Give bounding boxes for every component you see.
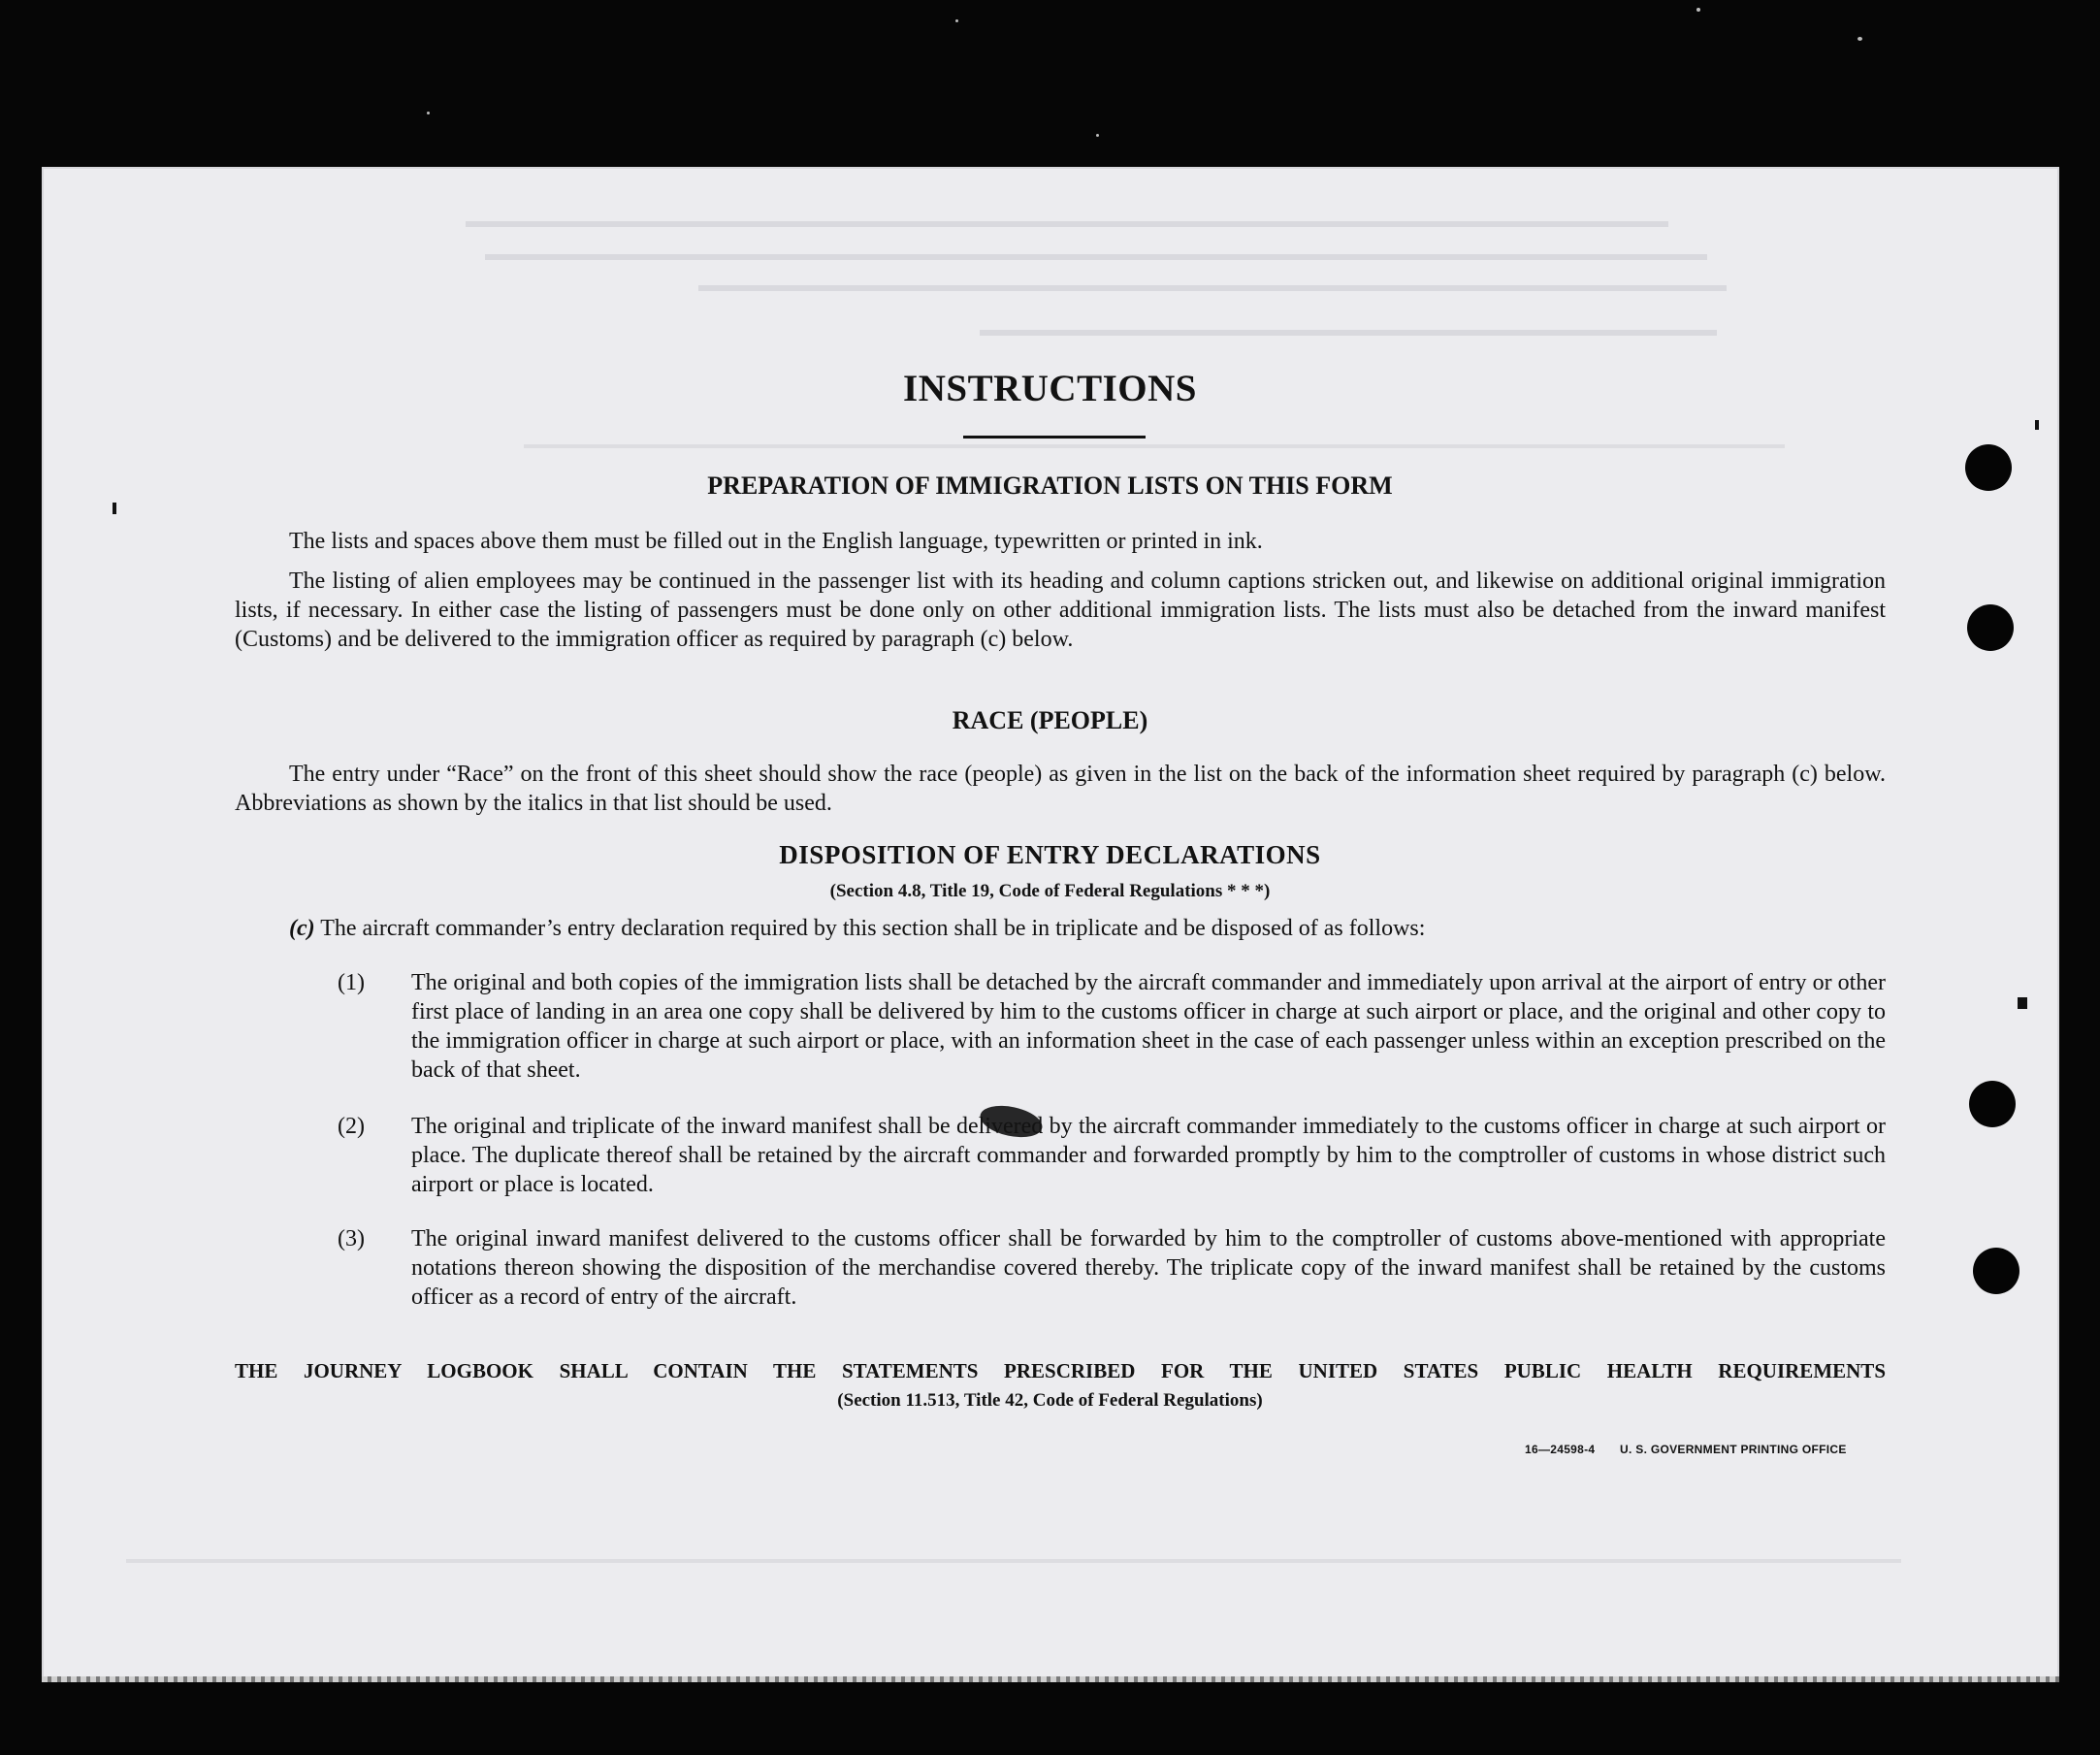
scan-speck — [427, 112, 430, 114]
disposition-citation: (Section 4.8, Title 19, Code of Federal Regulations * * *) — [829, 881, 1271, 901]
paragraph-c-text: The aircraft commander’s entry declaration required by this section shall be in triplicate and be disposed of as follows: — [320, 916, 1426, 941]
disposition-item — [338, 1224, 1886, 1312]
logbook-heading: THE JOURNEY LOGBOOK SHALL CONTAIN THE STATEMENTS PRESCRIBED FOR THE UNITED STATES PUBLIC HEALTH REQUIREMENTS — [235, 1359, 1886, 1382]
race-paragraph: The entry under “Race” on the front of this sheet should show the race (people) as given in the list on the back of the information sheet required by paragraph (c) below. Abbreviations as shown by the italics in that list should be used. — [235, 762, 1886, 816]
item-number: (1) — [338, 970, 365, 995]
form-number: 16—24598-4 — [1525, 1443, 1596, 1456]
preparation-paragraph-2: The listing of alien employees may be continued in the passenger list with its heading and column captions stricken out, and likewise on additional original immigration lists, if necessary. In either case the listing of passengers must be done only on other additional immigration lists. The lists must also be detached from the inward manifest (Customs) and be delivered to the immigration officer as required by paragraph (c) below. — [235, 569, 1886, 652]
paragraph-c-label: (c) — [289, 916, 315, 941]
section-heading-preparation: PREPARATION OF IMMIGRATION LISTS ON THIS FORM — [707, 471, 1393, 500]
item-text: The original and triplicate of the inward manifest shall be delivered by the aircraft commander immediately to the customs officer in charge at such airport or place. The duplicate thereof shall be retained by the aircraft commander and forwarded promptly by him to the comptroller of customs in whose district such airport or place is located. — [411, 1114, 1886, 1197]
title-underline — [963, 436, 1146, 439]
bleed-through-mark — [485, 254, 1707, 260]
preparation-paragraph-1: The lists and spaces above them must be filled out in the English language, typewritten or printed in ink. — [289, 529, 1263, 554]
margin-mark — [2035, 420, 2039, 430]
margin-mark — [2018, 997, 2027, 1009]
logbook-citation: (Section 11.513, Title 42, Code of Federal Regulations) — [837, 1390, 1263, 1411]
margin-mark — [113, 503, 116, 514]
punch-hole — [1973, 1248, 2019, 1294]
item-number: (2) — [338, 1114, 365, 1139]
scan-speck — [1858, 37, 1862, 41]
item-text: The original inward manifest delivered to the customs officer shall be forwarded by him to the comptroller of customs above-mentioned with appropriate notations thereon showing the disposition of the merchandise covered thereby. The triplicate copy of the inward manifest shall be retained by the customs officer as a record of entry of the aircraft. — [411, 1226, 1886, 1310]
punch-hole — [1969, 1081, 2016, 1127]
printer-imprint — [1525, 1443, 1847, 1456]
bleed-through-mark — [466, 221, 1668, 227]
disposition-item — [338, 968, 1886, 1085]
bleed-through-mark — [698, 285, 1727, 291]
disposition-paragraph-c — [289, 914, 1886, 943]
scan-speck — [955, 19, 958, 22]
disposition-item — [338, 1112, 1886, 1199]
item-text: The original and both copies of the immigration lists shall be detached by the aircraft commander and immediately upon arrival at the airport of entry or other first place of landing in an area one copy shall be delivered by him to the customs officer in charge at such airport or place, and the original and other copy to the immigration officer in charge at such airport or place, with an information sheet in the case of each passenger unless within an exception prescribed on the back of that sheet. — [411, 970, 1886, 1083]
item-number: (3) — [338, 1226, 365, 1251]
bleed-through-mark — [980, 330, 1717, 336]
printer-name: U. S. GOVERNMENT PRINTING OFFICE — [1620, 1443, 1847, 1456]
section-heading-disposition: DISPOSITION OF ENTRY DECLARATIONS — [779, 840, 1321, 869]
sheet-perforated-edge — [42, 1676, 2059, 1682]
scan-speck — [1696, 8, 1700, 12]
bleed-through-mark — [126, 1559, 1901, 1563]
punch-hole — [1967, 604, 2014, 651]
section-heading-race: RACE (PEOPLE) — [952, 706, 1148, 734]
bleed-through-mark — [524, 444, 1785, 448]
page-title: INSTRUCTIONS — [903, 368, 1197, 409]
scan-speck — [1096, 134, 1099, 137]
